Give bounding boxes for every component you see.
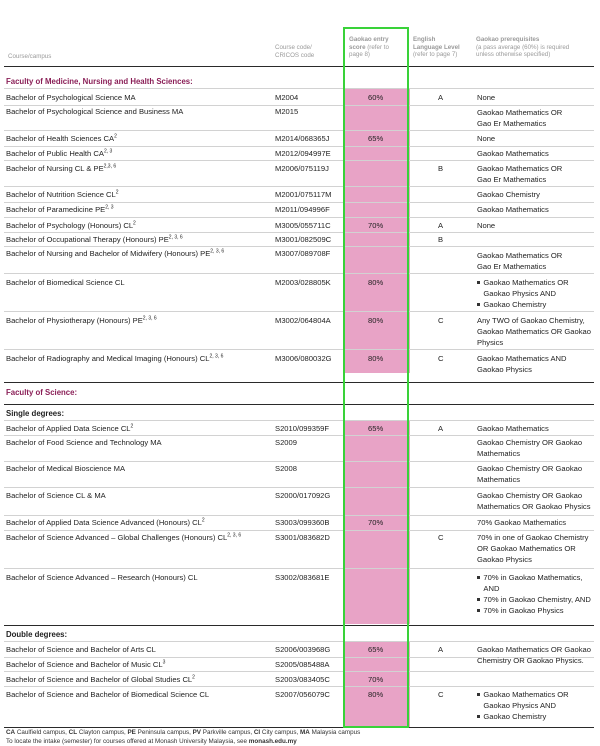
prerequisites: Any TWO of Gaokao Chemistry, Gaokao Mathematics OR Gaokao Physics: [477, 316, 591, 347]
header-code: Course code/ CRICOS code: [275, 44, 315, 59]
prerequisites: Gaokao Mathematics: [477, 205, 549, 214]
campus-legend: CA Caulfield campus, CL Clayton campus, PE Peninsula campus, PV Parkville campus, CI City campus, MA Malaysia campus: [6, 729, 361, 736]
highlight-annotation-box: [343, 27, 409, 728]
course-name: Bachelor of Psychology (Honours) $CL^2$: [6, 220, 136, 230]
gaokao-score: 80%: [368, 316, 384, 325]
course-code: S3001/083682D: [275, 533, 330, 542]
malaysia-note: To locate the intake (semester) for courses offered at Monash University Malaysia, see monash.edu.my: [6, 738, 297, 745]
course-name: Bachelor of Medical Bioscience MA: [6, 464, 126, 473]
course-code: M2001/075117M: [275, 190, 332, 199]
prerequisites: Gaokao Chemistry: [477, 190, 540, 199]
header-prereq: Gaokao prerequisites (a pass average (60%) is required unless otherwise specified): [476, 36, 570, 59]
row-divider: [4, 487, 594, 488]
gaokao-score: 65%: [368, 645, 384, 654]
prerequisites: Gaokao Mathematics OR Gao Er Mathematics: [477, 164, 563, 184]
course-name: Bachelor of Food Science and Technology MA: [6, 438, 162, 447]
course-code: M2004: [275, 93, 299, 102]
prerequisites: Gaokao Chemistry OR Gaokao Mathematics: [477, 464, 583, 484]
course-name: Bachelor of Psychological Science and Business MA: [6, 107, 184, 116]
row-divider: [4, 420, 594, 421]
course-name: Bachelor of Psychological Science MA: [6, 93, 136, 102]
english-level: C: [438, 316, 444, 325]
course-code: M2003/028805K: [275, 278, 331, 287]
prerequisites: Gaokao Mathematics: [477, 149, 549, 158]
course-code: S2008: [275, 464, 297, 473]
prerequisites: 70% in Gaokao Mathematics, AND 70% in Gaokao Chemistry, AND 70% in Gaokao Physics: [477, 572, 591, 616]
course-code: S3003/099360B: [275, 518, 330, 527]
bullet-icon: [477, 609, 480, 612]
header-gaokao: Gaokao entry score (refer to page 8): [349, 36, 389, 59]
row-divider: [4, 217, 594, 218]
course-name: Bachelor of Science Advanced – Research (Honours) CL: [6, 573, 198, 582]
course-name: Bachelor of Paramedicine PE$^{2, 3}$: [6, 204, 114, 214]
english-level: A: [438, 645, 444, 654]
course-name: Bachelor of Biomedical Science CL: [6, 278, 125, 287]
course-code: S2005/085488A: [275, 660, 330, 669]
english-level: B: [438, 164, 444, 173]
gaokao-score: 65%: [368, 424, 384, 433]
course-code: S3002/083681E: [275, 573, 330, 582]
bullet-icon: [477, 693, 480, 696]
prerequisites: 70% in one of Gaokao Chemistry OR Gaokao Mathematics OR Gaokao Physics: [477, 533, 589, 564]
row-divider: [4, 641, 594, 642]
course-name: Bachelor of Science and Bachelor of Music $CL^3$: [6, 659, 166, 669]
course-code: M3007/089708F: [275, 249, 331, 258]
course-code: S2010/099359F: [275, 424, 330, 433]
row-divider: [4, 202, 594, 203]
course-code: M3002/064804A: [275, 316, 331, 325]
course-name: Bachelor of Science and Bachelor of Global Studies $CL^2$: [6, 674, 195, 684]
gaokao-score: 70%: [368, 675, 384, 684]
english-level: A: [438, 424, 444, 433]
course-name: Bachelor of Science CL & MA: [6, 491, 106, 500]
course-code: S2003/083405C: [275, 675, 330, 684]
prerequisites: Gaokao Mathematics OR Gaokao Chemistry OR Gaokao Physics.: [477, 645, 591, 665]
row-divider: [4, 461, 594, 462]
row-divider: [4, 186, 594, 187]
row-divider: [4, 435, 594, 436]
row-divider: [4, 246, 594, 247]
course-code: M2014/068365J: [275, 134, 330, 143]
course-code: S2000/017092G: [275, 491, 331, 500]
bullet-icon: [477, 281, 480, 284]
course-name: Bachelor of Radiography and Medical Imaging (Honours) CL$^{2, 3, 6}$: [6, 353, 224, 363]
row-divider: [4, 88, 594, 89]
course-name: Bachelor of Applied Data Science Advanced (Honours) $CL^2$: [6, 517, 205, 527]
gaokao-score: 65%: [368, 134, 384, 143]
english-level: A: [438, 93, 444, 102]
course-code: S2007/056079C: [275, 690, 330, 699]
header-rule: [4, 66, 594, 67]
prerequisites: Gaokao Mathematics: [477, 424, 549, 433]
prerequisites: Gaokao Mathematics OR Gaokao Physics AND Gaokao Chemistry: [477, 277, 569, 310]
prerequisites: Gaokao Chemistry OR Gaokao Mathematics OR Gaokao Physics: [477, 491, 591, 511]
english-level: C: [438, 533, 444, 542]
english-level: C: [438, 354, 444, 363]
english-level: B: [438, 235, 444, 244]
english-level: A: [438, 221, 444, 230]
course-name: Bachelor of Science and Bachelor of Biomedical Science CL: [6, 690, 210, 699]
row-divider: [4, 273, 594, 274]
header-course: Course/campus: [8, 53, 52, 60]
section-rule: [4, 382, 594, 383]
prerequisites: None: [477, 93, 496, 102]
course-name: Bachelor of Science and Bachelor of Arts CL: [6, 645, 156, 654]
course-name: Bachelor of Physiotherapy (Honours) PE$^{2, 3, 6}$: [6, 315, 157, 325]
prerequisites: Gaokao Chemistry OR Gaokao Mathematics: [477, 438, 583, 458]
course-name: Bachelor of Science Advanced – Global Challenges (Honours) CL$^{2, 3, 6}$: [6, 532, 242, 542]
course-code: M3001/082509C: [275, 235, 332, 244]
section-science: Faculty of Science:: [6, 388, 78, 397]
course-name: Bachelor of Nutrition Science $CL^2$: [6, 189, 119, 199]
course-code: M2011/094996F: [275, 205, 330, 214]
header-english: English Language Level (refer to page 7): [413, 36, 460, 59]
prerequisites: None: [477, 221, 496, 230]
bullet-icon: [477, 598, 480, 601]
row-divider: [4, 686, 594, 687]
row-divider: [4, 146, 594, 147]
row-divider: [4, 349, 594, 350]
prerequisites: Gaokao Mathematics OR Gao Er Mathematics: [477, 108, 563, 128]
row-divider: [4, 671, 594, 672]
section-rule: [4, 404, 594, 405]
course-code: S2009: [275, 438, 297, 447]
bullet-icon: [477, 576, 480, 579]
prerequisites: None: [477, 134, 496, 143]
prerequisites: Gaokao Mathematics OR Gaokao Physics AND Gaokao Chemistry: [477, 689, 569, 722]
gaokao-score: 70%: [368, 221, 384, 230]
course-code: M3006/080032G: [275, 354, 332, 363]
bullet-icon: [477, 715, 480, 718]
row-divider: [4, 232, 594, 233]
course-name: Bachelor of Nursing and Bachelor of Midwifery (Honours) PE$^{2, 3, 6}$: [6, 248, 225, 258]
row-divider: [4, 160, 594, 161]
row-divider: [4, 311, 594, 312]
prerequisites: Gaokao Mathematics AND Gaokao Physics: [477, 354, 567, 374]
course-name: Bachelor of Applied Data Science $CL^2$: [6, 423, 134, 433]
prerequisites: Gaokao Mathematics OR Gao Er Mathematics: [477, 251, 563, 271]
course-code: M2012/094997E: [275, 149, 331, 158]
section-double-degrees: Double degrees:: [6, 630, 68, 639]
course-code: M2006/075119J: [275, 164, 329, 173]
gaokao-score: 80%: [368, 354, 384, 363]
row-divider: [4, 515, 594, 516]
section-medicine: Faculty of Medicine, Nursing and Health Sciences:: [6, 77, 193, 86]
section-single-degrees: Single degrees:: [6, 409, 65, 418]
english-level: C: [438, 690, 444, 699]
course-code: M2015: [275, 107, 299, 116]
course-name: Bachelor of Public Health CA$^{2, 3}$: [6, 148, 113, 158]
bullet-icon: [477, 303, 480, 306]
course-name: Bachelor of Health Sciences $CA^2$: [6, 133, 117, 143]
course-code: M3005/055711C: [275, 221, 331, 230]
course-name: Bachelor of Occupational Therapy (Honours) PE$^{2, 3, 6}$: [6, 234, 183, 244]
course-name: Bachelor of Nursing CL & PE$^{2,3, 6}$: [6, 163, 117, 173]
gaokao-score: 80%: [368, 690, 384, 699]
course-code: S2006/003968G: [275, 645, 331, 654]
monash-malaysia-link[interactable]: monash.edu.my: [248, 738, 297, 745]
prerequisites: 70% Gaokao Mathematics: [477, 518, 567, 527]
row-divider: [4, 530, 594, 531]
gaokao-score: 80%: [368, 278, 384, 287]
gaokao-score: 60%: [368, 93, 384, 102]
gaokao-score: 70%: [368, 518, 384, 527]
section-rule: [4, 625, 594, 626]
row-divider: [4, 568, 594, 569]
row-divider: [4, 130, 594, 131]
